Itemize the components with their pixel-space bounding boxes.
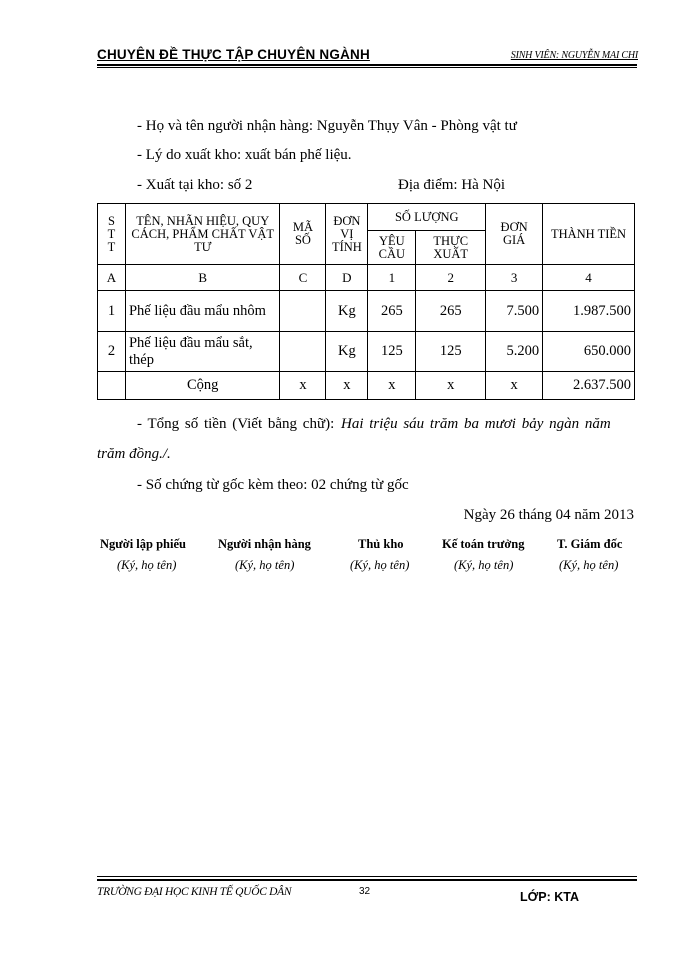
row-name: Phế liệu đầu mẩu nhôm: [125, 291, 280, 332]
total-unit: x: [326, 372, 368, 400]
total-stt: [98, 372, 126, 400]
footer-class: LỚP: KTA: [520, 890, 580, 904]
row-actual: 125: [416, 332, 486, 372]
row-code: [280, 291, 326, 332]
header-actual: THỰC XUẤT: [416, 231, 486, 265]
header-rule-thin: [97, 67, 637, 68]
amount-words-value: Hai triệu sáu trăm ba mươi bảy ngàn năm: [341, 416, 611, 432]
footer-rule: [97, 879, 637, 881]
row-price: 7.500: [486, 291, 543, 332]
total-requested: x: [368, 372, 416, 400]
location-line: Địa điểm: Hà Nội: [398, 177, 506, 193]
total-actual: x: [416, 372, 486, 400]
reason-line: - Lý do xuất kho: xuất bán phế liệu.: [137, 147, 352, 163]
header-amount: THÀNH TIỀN: [543, 204, 635, 265]
header-price: ĐƠN GIÁ: [486, 204, 543, 265]
signature-title: Người lập phiếu: [100, 537, 186, 551]
receiver-line: - Họ và tên người nhận hàng: Nguyễn Thụy Vân - Phòng vật tư: [137, 118, 517, 134]
row-stt: 2: [98, 332, 126, 372]
row-stt: 1: [98, 291, 126, 332]
signature-title: Người nhận hàng: [218, 537, 311, 551]
date-line: Ngày 26 tháng 04 năm 2013: [463, 507, 634, 523]
signature-sub: (Ký, họ tên): [350, 558, 410, 572]
header-stt: S T T: [98, 204, 126, 265]
total-code: x: [280, 372, 326, 400]
row-code: [280, 332, 326, 372]
signature-sub: (Ký, họ tên): [117, 558, 177, 572]
footer-rule-thin: [97, 876, 637, 877]
header-code: MÃ SỐ: [280, 204, 326, 265]
row-amount: 650.000: [543, 332, 635, 372]
header-requested: YÊU CẦU: [368, 231, 416, 265]
signature-title: Thủ kho: [358, 537, 404, 551]
signature-sub: (Ký, họ tên): [454, 558, 514, 572]
signature-sub: (Ký, họ tên): [235, 558, 295, 572]
signature-sub: (Ký, họ tên): [559, 558, 619, 572]
code-cell: A: [98, 265, 126, 291]
code-cell: B: [125, 265, 280, 291]
row-price: 5.200: [486, 332, 543, 372]
header-title: CHUYÊN ĐỀ THỰC TẬP CHUYÊN NGÀNH: [97, 47, 370, 62]
row-amount: 1.987.500: [543, 291, 635, 332]
code-cell: 1: [368, 265, 416, 291]
row-unit: Kg: [326, 332, 368, 372]
amount-words-line: [137, 416, 611, 433]
total-amount: 2.637.500: [543, 372, 635, 400]
header-quantity: SỐ LƯỢNG: [368, 204, 486, 231]
total-price: x: [486, 372, 543, 400]
row-actual: 265: [416, 291, 486, 332]
row-name: Phế liệu đầu mẩu sắt, thép: [125, 332, 280, 372]
row-unit: Kg: [326, 291, 368, 332]
code-cell: D: [326, 265, 368, 291]
code-cell: 4: [543, 265, 635, 291]
goods-issue-table: [97, 203, 635, 400]
header-name: TÊN, NHÃN HIỆU, QUY CÁCH, PHẨM CHẤT VẬT TƯ: [125, 204, 280, 265]
amount-words-label: - Tổng số tiền (Viết bằng chữ):: [137, 416, 335, 432]
signature-title: Kế toán trưởng: [442, 537, 525, 551]
code-cell: C: [280, 265, 326, 291]
amount-words-value-2: trăm đồng./.: [97, 446, 171, 462]
code-cell: 3: [486, 265, 543, 291]
table-row: [98, 332, 635, 372]
warehouse-line: - Xuất tại kho: số 2: [137, 177, 253, 193]
header-rule: [97, 64, 637, 66]
code-cell: 2: [416, 265, 486, 291]
row-requested: 265: [368, 291, 416, 332]
attachments-line: - Số chứng từ gốc kèm theo: 02 chứng từ gốc: [137, 477, 409, 493]
total-label: Cộng: [125, 372, 280, 400]
total-row: [98, 372, 635, 400]
footer-page-number: 32: [359, 886, 371, 897]
header-unit: ĐƠN VỊ TÍNH: [326, 204, 368, 265]
table-row: [98, 291, 635, 332]
row-requested: 125: [368, 332, 416, 372]
signature-title: T. Giám đốc: [557, 537, 623, 551]
header-student: SINH VIÊN: NGUYỄN MAI CHI: [510, 50, 638, 61]
footer-school: TRƯỜNG ĐẠI HỌC KINH TẾ QUỐC DÂN: [97, 886, 292, 898]
